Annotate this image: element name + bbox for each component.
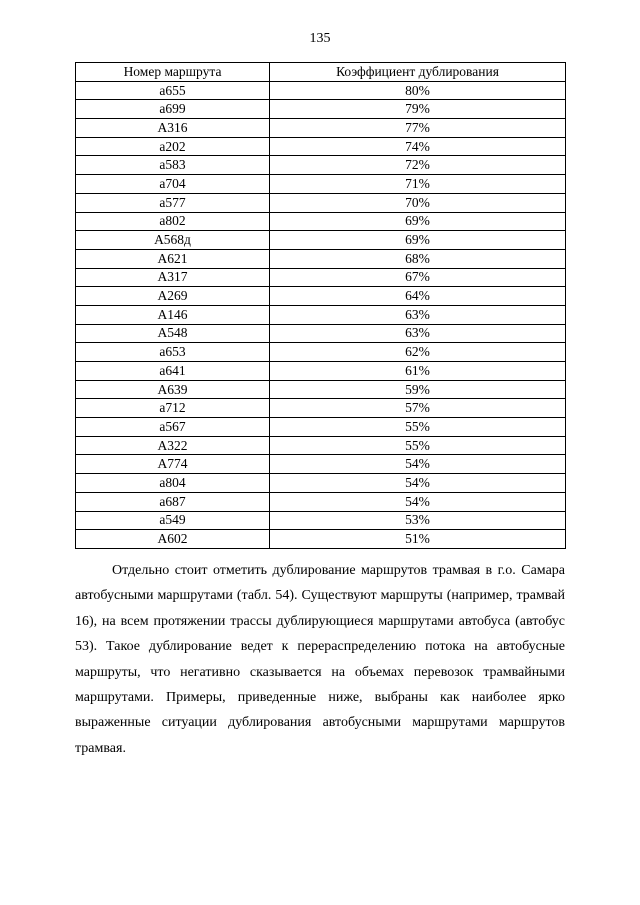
route-number-cell: А568д [76,231,270,250]
duplication-coefficient-cell: 74% [270,137,566,156]
table-row [76,305,566,324]
route-number-cell: А317 [76,268,270,287]
route-number-cell: а653 [76,343,270,362]
route-number-cell: а655 [76,81,270,100]
body-paragraph: Отдельно стоит отметить дублирование маршрутов трамвая в г.о. Самара автобусными маршрутами (табл. 54). Существуют маршруты (например, трамвай 16), на всем протяжении трассы дублирующиеся маршрутами автобуса (автобус 53). Такое дублирование ведет к перераспределению потока на автобусные маршруты, что негативно сказывается на объемах перевозок трамвайными маршрутами. Примеры, приведенные ниже, выбраны как наиболее ярко выраженные ситуации дублирования автобусными маршрутами маршрутов трамвая. [75,563,565,756]
table-row [76,119,566,138]
duplication-coefficient-cell: 62% [270,343,566,362]
route-number-cell: а712 [76,399,270,418]
duplication-coefficient-cell: 69% [270,231,566,250]
table-row [76,268,566,287]
duplication-coefficient-cell: 63% [270,305,566,324]
route-number-cell: А146 [76,305,270,324]
route-number-cell: А269 [76,287,270,306]
table-row [76,492,566,511]
route-number-cell: А316 [76,119,270,138]
duplication-coefficient-cell: 54% [270,492,566,511]
table-row [76,362,566,381]
table-row [76,436,566,455]
table-row [76,100,566,119]
table-row [76,455,566,474]
route-number-cell: а687 [76,492,270,511]
column-header-route: Номер маршрута [76,63,270,82]
duplication-coefficient-cell: 54% [270,455,566,474]
table-body [76,81,566,548]
duplication-coefficient-cell: 61% [270,362,566,381]
table-row [76,287,566,306]
route-number-cell: А621 [76,249,270,268]
duplication-coefficient-cell: 55% [270,418,566,437]
duplication-coefficient-cell: 70% [270,193,566,212]
route-number-cell: а699 [76,100,270,119]
route-number-cell: А774 [76,455,270,474]
route-duplication-table [75,62,566,549]
duplication-coefficient-cell: 69% [270,212,566,231]
duplication-coefficient-cell: 63% [270,324,566,343]
table-row [76,418,566,437]
duplication-coefficient-cell: 80% [270,81,566,100]
table-row [76,231,566,250]
table-row [76,474,566,493]
route-number-cell: А602 [76,530,270,549]
duplication-coefficient-cell: 59% [270,380,566,399]
table-row [76,399,566,418]
route-number-cell: а583 [76,156,270,175]
table-header-row [76,63,566,82]
page-number: 135 [309,31,331,46]
table-row [76,156,566,175]
route-number-cell: а577 [76,193,270,212]
duplication-coefficient-cell: 57% [270,399,566,418]
table-row [76,380,566,399]
table-row [76,175,566,194]
column-header-coefficient: Коэффициент дублирования [270,63,566,82]
duplication-coefficient-cell: 79% [270,100,566,119]
table-row [76,511,566,530]
route-number-cell: а549 [76,511,270,530]
table-row [76,193,566,212]
table-row [76,137,566,156]
route-number-cell: а641 [76,362,270,381]
duplication-coefficient-cell: 67% [270,268,566,287]
duplication-coefficient-cell: 51% [270,530,566,549]
duplication-coefficient-cell: 77% [270,119,566,138]
duplication-coefficient-cell: 55% [270,436,566,455]
duplication-coefficient-cell: 64% [270,287,566,306]
table-row [76,212,566,231]
route-number-cell: А548 [76,324,270,343]
duplication-coefficient-cell: 72% [270,156,566,175]
table-row [76,343,566,362]
route-number-cell: А639 [76,380,270,399]
duplication-coefficient-cell: 54% [270,474,566,493]
table-row [76,530,566,549]
route-number-cell: А322 [76,436,270,455]
table-row [76,324,566,343]
route-number-cell: а202 [76,137,270,156]
duplication-coefficient-cell: 71% [270,175,566,194]
table-row [76,81,566,100]
route-number-cell: а704 [76,175,270,194]
route-number-cell: а804 [76,474,270,493]
route-number-cell: а567 [76,418,270,437]
duplication-coefficient-cell: 68% [270,249,566,268]
route-number-cell: а802 [76,212,270,231]
duplication-coefficient-cell: 53% [270,511,566,530]
table-row [76,249,566,268]
